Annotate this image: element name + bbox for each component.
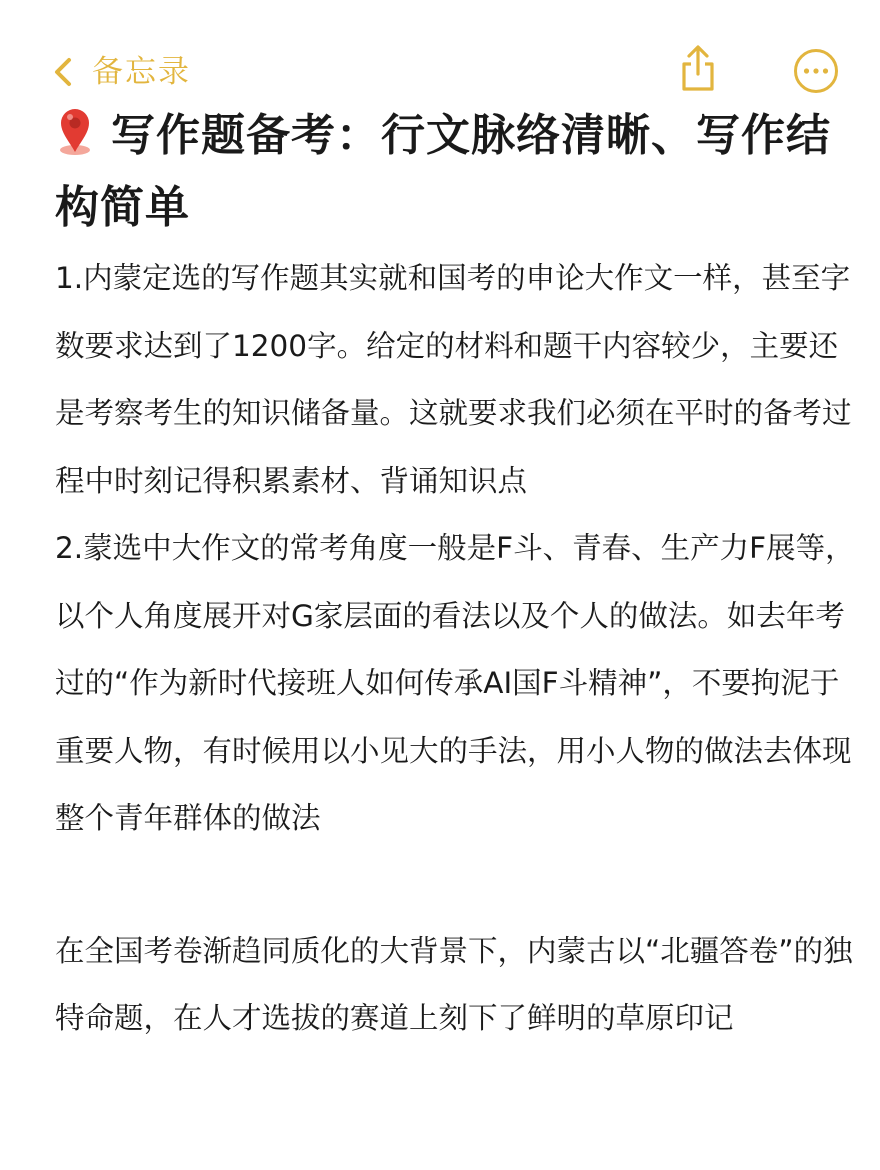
back-button[interactable] [52,52,191,92]
chevron-left-icon [52,55,74,89]
more-options-button[interactable] [793,48,839,94]
note-title-text: 写作题备考：行文脉络清晰、写作结构简单 [55,110,831,233]
paragraph-2: 2.蒙选中大作文的常考角度一般是F斗、青春、生产力F展等，以个人角度展开对G家层面的看法以及个人的做法。如去年考过的“作为新时代接班人如何传承AI国F斗精神”，不要拘泥于重要人物，有时候用以小见大的手法，用小人物的做法去体现整个青年群体的做法 [55,531,855,835]
round-pushpin-icon [55,108,95,175]
ellipsis-circle-icon [793,79,839,98]
note-content[interactable] [55,103,855,1053]
navigation-bar [0,40,880,104]
paragraph-1: 1.内蒙定选的写作题其实就和国考的申论大作文一样，甚至字数要求达到了1200字。给定的材料和题干内容较少，主要还是考察考生的知识储备量。这就要求我们必须在平时的备考过程中时刻记得积累素材、背诵知识点 [55,261,852,498]
paragraph-3: 在全国考卷渐趋同质化的大背景下，内蒙古以“北疆答卷”的独特命题，在人才选拔的赛道上刻下了鲜明的草原印记 [55,933,853,1035]
share-button[interactable] [676,44,720,92]
note-body [55,245,855,1053]
paragraph-spacer [55,853,855,918]
note-title [55,103,855,241]
share-icon [676,77,720,96]
back-label: 备忘录 [92,54,191,90]
